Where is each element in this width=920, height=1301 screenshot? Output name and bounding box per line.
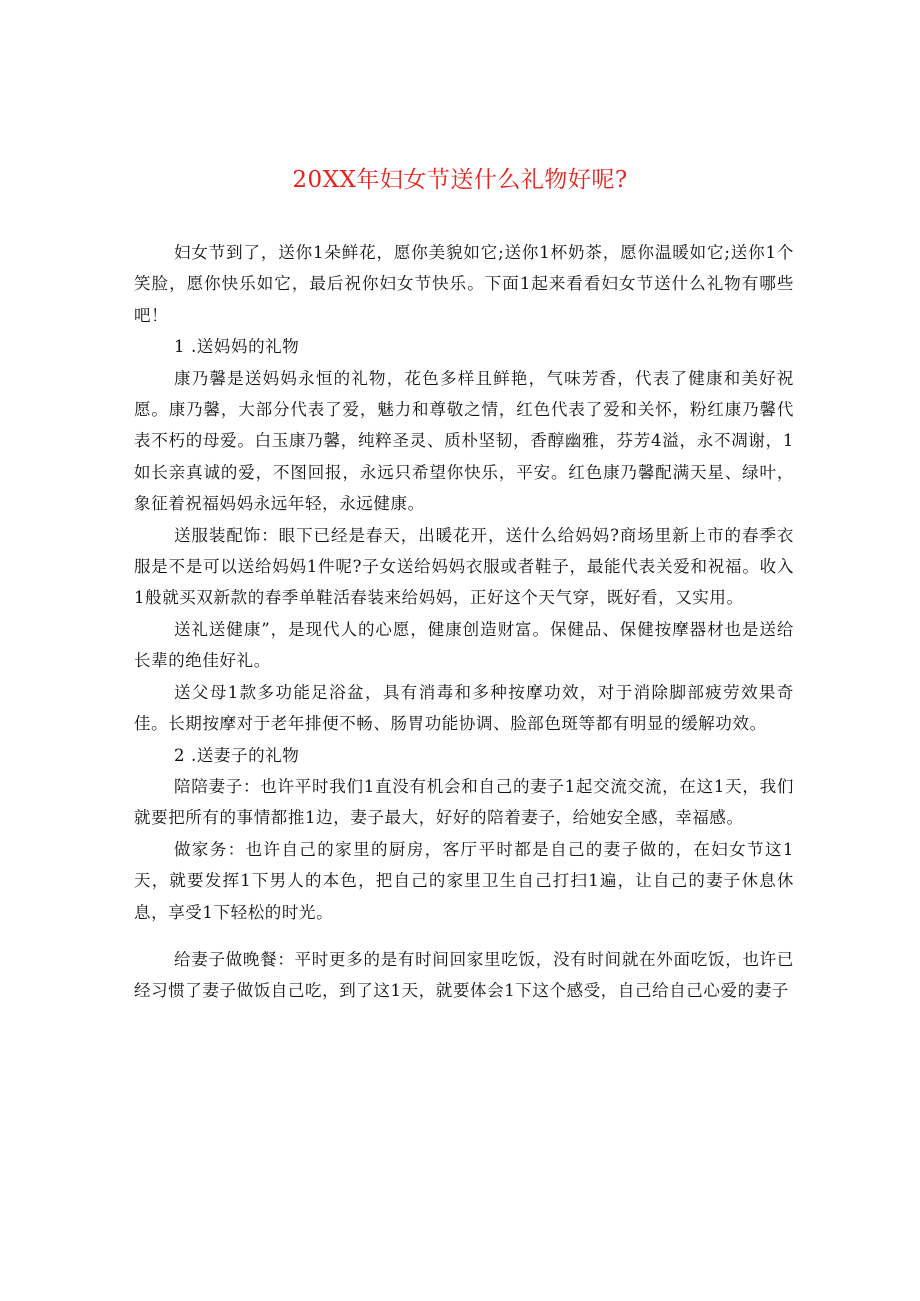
intro-paragraph: 妇女节到了，送你1朵鲜花，愿你美貌如它;送你1杯奶茶，愿你温暖如它;送你1个笑脸，愿你快乐如它，最后祝你妇女节快乐。下面1起来看看妇女节送什么礼物有哪些吧！	[134, 243, 794, 325]
paragraph-health: 送礼送健康”，是现代人的心愿，健康创造财富。保健品、保健按摩器材也是送给长辈的绝佳好礼。	[134, 619, 794, 671]
document-title: 20XX年妇女节送什么礼物好呢?	[292, 167, 628, 193]
paragraph-dinner: 给妻子做晚餐：平时更多的是有时间回家里吃饭，没有时间就在外面吃饭，也许已经习惯了妻子做饭自己吃，到了这1天，就要体会1下这个感受，自己给自己心爱的妻子	[134, 949, 794, 1001]
paragraph-clothing: 送服装配饰：眼下已经是春天，出暖花开，送什么给妈妈?商场里新上市的春季衣服是不是可以送给妈妈1件呢?子女送给妈妈衣服或者鞋子，最能代表关爱和祝福。收入1般就买双新款的春季单鞋活春装来给妈妈，正好这个天气穿，既好看，又实用。	[134, 525, 794, 608]
document-body	[134, 237, 794, 1007]
paragraph-housework: 做家务：也许自己的家里的厨房，客厅平时都是自己的妻子做的，在妇女节这1天，就要发挥1下男人的本色，把自己的家里卫生自己打扫1遍，让自己的妻子休息休息，享受1下轻松的时光。	[134, 839, 794, 922]
paragraph-footbath: 送父母1款多功能足浴盆，具有消毒和多种按摩功效，对于消除脚部疲劳效果奇佳。长期按摩对于老年排便不畅、肠胃功能协调、脸部色斑等都有明显的缓解功效。	[134, 682, 794, 734]
paragraph-accompany: 陪陪妻子：也许平时我们1直没有机会和自己的妻子1起交流交流，在这1天，我们就要把所有的事情都推1边，妻子最大，好好的陪着妻子，给她安全感，幸福感。	[134, 776, 794, 828]
paragraph-gap	[134, 928, 794, 944]
section-heading-mother: 1 .送妈妈的礼物	[174, 337, 300, 357]
paragraph-carnation: 康乃馨是送妈妈永恒的礼物，花色多样且鲜艳，气味芳香，代表了健康和美好祝愿。康乃馨，大部分代表了爱，魅力和尊敬之情，红色代表了爱和关怀，粉红康乃馨代表不朽的母爱。白玉康乃馨，纯粹圣灵、质朴坚韧，香醇幽雅，芬芳4溢，永不凋谢，1如长亲真诚的爱，不图回报，永远只希望你快乐，平安。红色康乃馨配满天星、绿叶，象征着祝福妈妈永远年轻，永远健康。	[134, 368, 794, 514]
section-heading-wife: 2 .送妻子的礼物	[174, 745, 300, 765]
